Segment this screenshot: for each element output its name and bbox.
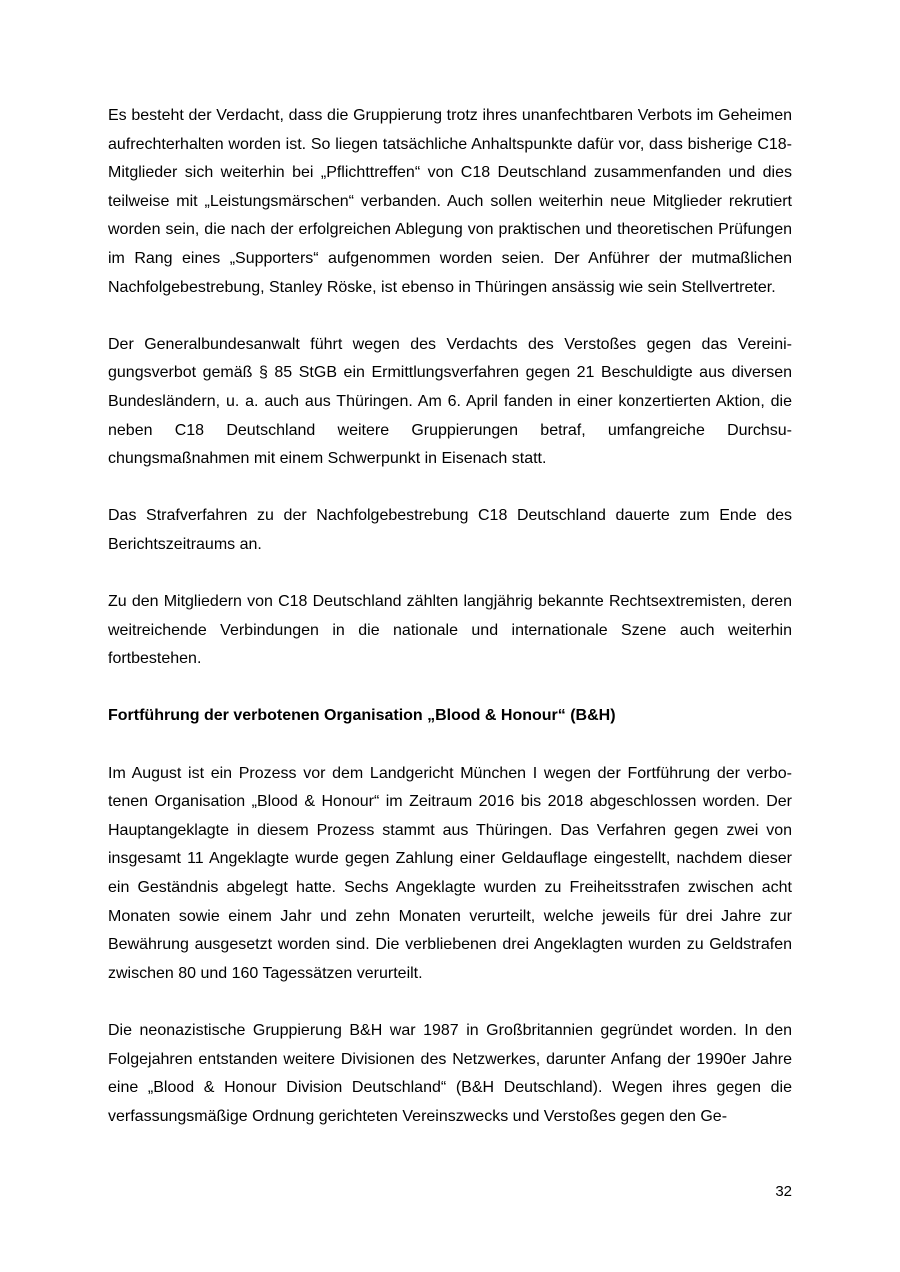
paragraph-members: Zu den Mitgliedern von C18 Deutschland zählten langjährig bekannte Rechtsextremisten, deren weitreichende Verbindungen in die nationale und internationale Szene auch weiterhin fortbestehen. (108, 593, 792, 668)
paragraph-criminal-proceedings: Das Strafverfahren zu der Nachfolgebestrebung C18 Deutschland dauerte zum Ende des Berichtszeitraums an. (108, 507, 792, 553)
paragraph-c18-suspicion: Es besteht der Verdacht, dass die Gruppierung trotz ihres unanfechtbaren Verbots im Geheimen aufrechterhalten worden ist. So liegen tatsächliche Anhaltspunkte dafür vor, dass bisherige C18-Mitglieder sich weiterhin bei „Pflichttreffen“ von C18 Deutschland zusammenfanden und dies teilweise mit „Leistungsmärschen“ verbanden. Auch sollen weiterhin neue Mitglieder rekrutiert worden sein, die nach der erfolgreichen Ablegung von praktischen und theoretischen Prüfungen im Rang eines „Supporters“ aufgenommen worden seien. Der Anführer der mutmaßlichen Nachfolgebestrebung, Stanley Röske, ist ebenso in Thüringen ansässig wie sein Stellvertreter. (108, 107, 792, 296)
document-page (108, 102, 792, 1160)
paragraph-bh-history: Die neonazistische Gruppierung B&H war 1987 in Großbritannien gegründet worden. In den Folgejahren entstanden weitere Divisionen des Netzwerkes, darunter Anfang der 1990er Jahre eine „Blood & Honour Division Deutschland“ (B&H Deutschland). Wegen ihres gegen die verfassungsmäßige Ordnung gerichteten Vereinszwecks und Verstoßes gegen den Ge- (108, 1022, 792, 1125)
paragraph-investigation: Der Generalbundesanwalt führt wegen des Verdachts des Verstoßes gegen das Vereinigungsverbot gemäß § 85 StGB ein Ermittlungsverfahren gegen 21 Beschuldigte aus diversen Bundesländern, u. a. auch aus Thüringen. Am 6. April fanden in einer konzertierten Aktion, die neben C18 Deutschland weitere Gruppierungen betraf, umfangreiche Durchsuchungsmaßnahmen mit einem Schwerpunkt in Eisenach statt. (108, 335, 792, 468)
paragraph-trial: Im August ist ein Prozess vor dem Landgericht München I wegen der Fortführung der verbotenen Organisation „Blood & Honour“ im Zeitraum 2016 bis 2018 abgeschlossen worden. Der Hauptangeklagte in diesem Prozess stammt aus Thüringen. Das Verfahren gegen zwei von insgesamt 11 Angeklagte wurde gegen Zahlung einer Geldauflage eingestellt, nachdem dieser ein Geständnis abgelegt hatte. Sechs Angeklagte wurden zu Freiheitsstrafen zwischen acht Monaten sowie einem Jahr und zehn Monaten verurteilt, welche jeweils für drei Jahre zur Bewährung ausgesetzt worden sind. Die verbliebenen drei Angeklagten wurden zu Geldstrafen zwischen 80 und 160 Tagessätzen verurteilt. (108, 764, 792, 982)
section-heading: Fortführung der verbotenen Organisation „Blood & Honour“ (B&H) (108, 707, 616, 725)
page-number: 32 (775, 1183, 792, 1200)
